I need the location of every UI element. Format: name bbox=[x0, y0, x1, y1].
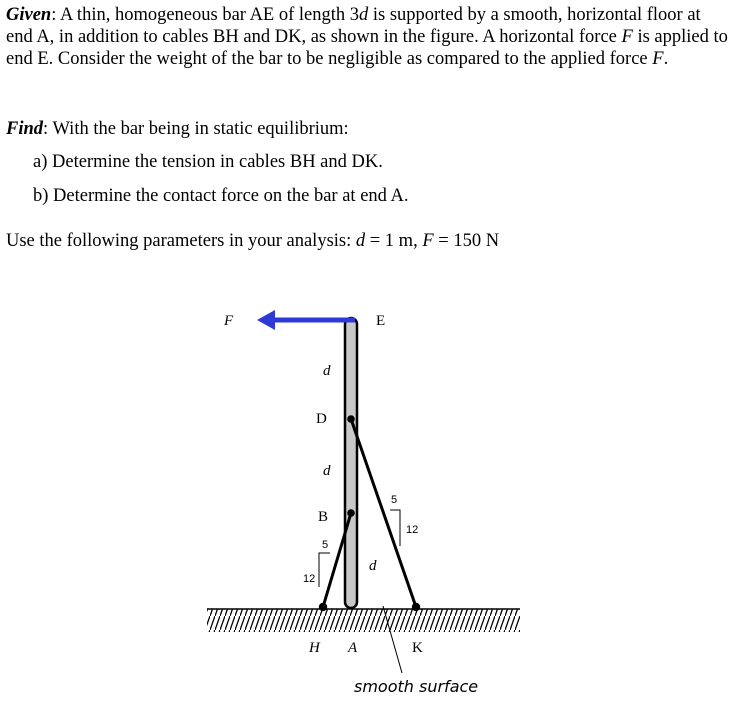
label-A: A bbox=[348, 640, 358, 656]
dim-d-middle: d bbox=[323, 463, 331, 479]
label-B: B bbox=[318, 509, 329, 525]
slope-DK-rise: 12 bbox=[406, 524, 419, 536]
given-text-4: . bbox=[663, 49, 669, 69]
given-label: Given bbox=[6, 5, 52, 25]
dim-d-upper: d bbox=[323, 363, 331, 379]
slope-triangle-BH bbox=[319, 553, 330, 587]
part-b: b) Determine the contact force on the bar at end A. bbox=[33, 186, 409, 206]
force-arrow-head bbox=[257, 310, 275, 330]
smooth-surface-note: smooth surface bbox=[354, 677, 479, 696]
pin-K bbox=[412, 603, 420, 611]
label-E: E bbox=[376, 313, 386, 329]
pin-D bbox=[347, 415, 355, 423]
bar-AE bbox=[345, 318, 357, 608]
pin-H bbox=[319, 603, 327, 611]
param-F-var: F bbox=[422, 231, 434, 251]
given-text-2: is supported by a smooth, horizontal floor at end A, in addition to cables BH and DK, as shown in the figure. A horizontal force bbox=[6, 5, 701, 47]
find-text: : With the bar being in static equilibrium: bbox=[43, 119, 349, 139]
label-H: H bbox=[309, 640, 320, 656]
param-d-var: d bbox=[355, 231, 366, 251]
given-var-F: F bbox=[621, 27, 633, 47]
param-F-val: = 150 N bbox=[433, 231, 500, 251]
dim-d-lower: d bbox=[369, 558, 377, 574]
ground-hatch bbox=[207, 609, 520, 632]
params-prefix: Use the following parameters in your analysis: bbox=[6, 231, 356, 251]
label-F: F bbox=[224, 313, 234, 329]
find-label: Find bbox=[6, 119, 44, 139]
slope-DK-run: 5 bbox=[391, 494, 398, 506]
param-d-val: = 1 m, bbox=[365, 231, 423, 251]
slope-BH-run: 5 bbox=[322, 539, 329, 551]
given-var-d: d bbox=[359, 5, 369, 25]
cable-DK bbox=[351, 419, 419, 607]
part-a: a) Determine the tension in cables BH and DK. bbox=[33, 152, 383, 172]
given-text-1: : A thin, homogeneous bar AE of length 3 bbox=[51, 5, 360, 25]
label-K: K bbox=[412, 640, 423, 656]
given-text-3: is applied to end E. Consider the weight of the bar to be negligible as compared to the applied force bbox=[6, 27, 728, 69]
pin-B bbox=[347, 509, 355, 517]
slope-BH-rise: 12 bbox=[303, 573, 316, 585]
label-D: D bbox=[316, 411, 327, 427]
given-var-F2: F bbox=[652, 49, 664, 69]
